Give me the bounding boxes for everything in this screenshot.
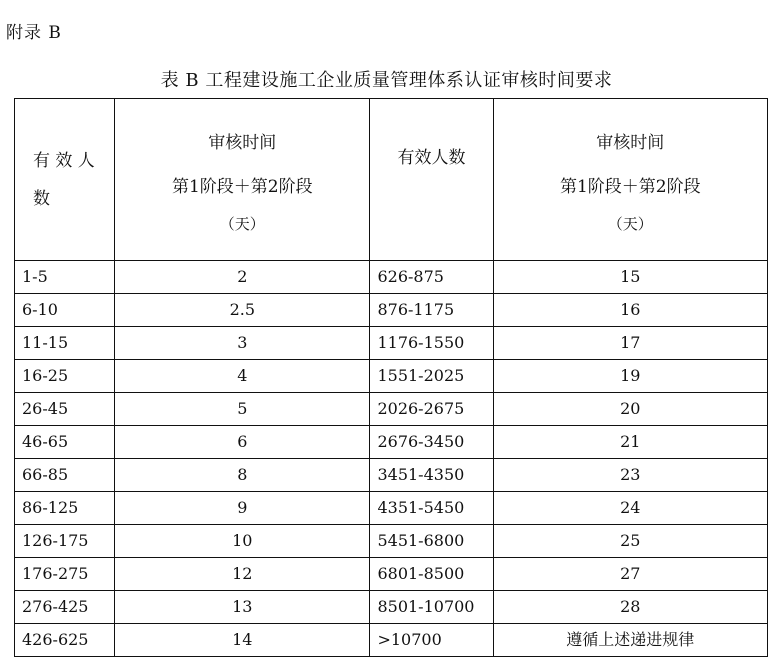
audit-days-cell: 20 bbox=[493, 393, 767, 426]
staff-range-cell: 626-875 bbox=[370, 261, 493, 294]
staff-range-cell: 1176-1550 bbox=[370, 327, 493, 360]
audit-days-cell: 13 bbox=[115, 591, 370, 624]
audit-days-cell: 28 bbox=[493, 591, 767, 624]
header-audit-time-left bbox=[115, 99, 370, 261]
audit-days-cell: 24 bbox=[493, 492, 767, 525]
staff-range-cell: 5451-6800 bbox=[370, 525, 493, 558]
audit-days-cell: 16 bbox=[493, 294, 767, 327]
audit-days-cell: 14 bbox=[115, 624, 370, 657]
audit-days-cell: 27 bbox=[493, 558, 767, 591]
table-body bbox=[15, 261, 768, 657]
table-row bbox=[15, 525, 768, 558]
audit-days-cell: 2 bbox=[115, 261, 370, 294]
audit-days-cell: 21 bbox=[493, 426, 767, 459]
audit-days-cell: 4 bbox=[115, 360, 370, 393]
audit-days-cell: 6 bbox=[115, 426, 370, 459]
header-effective-staff-right: 有效人数 bbox=[370, 99, 493, 261]
staff-range-cell: 66-85 bbox=[15, 459, 115, 492]
header-audit-stages: 第1阶段＋第2阶段 bbox=[171, 176, 313, 197]
staff-range-cell: 8501-10700 bbox=[370, 591, 493, 624]
header-audit-stages-2: 第1阶段＋第2阶段 bbox=[559, 176, 701, 197]
table-row bbox=[15, 591, 768, 624]
staff-range-cell: 6-10 bbox=[15, 294, 115, 327]
staff-range-cell: 86-125 bbox=[15, 492, 115, 525]
staff-range-cell: 46-65 bbox=[15, 426, 115, 459]
staff-range-cell: 126-175 bbox=[15, 525, 115, 558]
staff-range-cell: 2026-2675 bbox=[370, 393, 493, 426]
header-effective-staff-line1: 有 效 人 bbox=[33, 150, 95, 171]
header-audit-unit: （天） bbox=[219, 214, 265, 233]
table-row bbox=[15, 426, 768, 459]
staff-range-cell: 276-425 bbox=[15, 591, 115, 624]
audit-days-cell: 遵循上述递进规律 bbox=[493, 624, 767, 657]
staff-range-cell: 6801-8500 bbox=[370, 558, 493, 591]
staff-range-cell: 4351-5450 bbox=[370, 492, 493, 525]
table-row bbox=[15, 327, 768, 360]
table-row bbox=[15, 294, 768, 327]
audit-days-cell: 2.5 bbox=[115, 294, 370, 327]
staff-range-cell: 1551-2025 bbox=[370, 360, 493, 393]
table-row bbox=[15, 492, 768, 525]
header-audit-time-right bbox=[493, 99, 767, 261]
staff-range-cell: 2676-3450 bbox=[370, 426, 493, 459]
staff-range-cell: 16-25 bbox=[15, 360, 115, 393]
audit-days-cell: 3 bbox=[115, 327, 370, 360]
audit-days-cell: 23 bbox=[493, 459, 767, 492]
staff-range-cell: 426-625 bbox=[15, 624, 115, 657]
audit-days-cell: 8 bbox=[115, 459, 370, 492]
table-row bbox=[15, 558, 768, 591]
staff-range-cell: 3451-4350 bbox=[370, 459, 493, 492]
table-row bbox=[15, 624, 768, 657]
header-effective-staff-line2: 数 bbox=[33, 188, 50, 209]
table-caption: 表 B 工程建设施工企业质量管理体系认证审核时间要求 bbox=[160, 70, 613, 91]
table-row bbox=[15, 261, 768, 294]
appendix-label: 附录 B bbox=[6, 23, 62, 43]
audit-days-cell: 10 bbox=[115, 525, 370, 558]
staff-range-cell: 26-45 bbox=[15, 393, 115, 426]
table-row bbox=[15, 393, 768, 426]
audit-days-cell: 25 bbox=[493, 525, 767, 558]
header-effective-staff-left bbox=[15, 99, 115, 261]
audit-days-cell: 12 bbox=[115, 558, 370, 591]
table-row bbox=[15, 459, 768, 492]
table-row bbox=[15, 360, 768, 393]
audit-time-table bbox=[14, 98, 768, 657]
audit-days-cell: 9 bbox=[115, 492, 370, 525]
audit-days-cell: 17 bbox=[493, 327, 767, 360]
table-header-row bbox=[15, 99, 768, 261]
audit-days-cell: 19 bbox=[493, 360, 767, 393]
audit-days-cell: 15 bbox=[493, 261, 767, 294]
header-audit-time-title: 审核时间 bbox=[208, 132, 277, 153]
staff-range-cell: >10700 bbox=[370, 624, 493, 657]
staff-range-cell: 876-1175 bbox=[370, 294, 493, 327]
header-audit-time-title-2: 审核时间 bbox=[596, 132, 665, 153]
staff-range-cell: 11-15 bbox=[15, 327, 115, 360]
header-audit-unit-2: （天） bbox=[607, 214, 653, 233]
staff-range-cell: 1-5 bbox=[15, 261, 115, 294]
staff-range-cell: 176-275 bbox=[15, 558, 115, 591]
audit-days-cell: 5 bbox=[115, 393, 370, 426]
